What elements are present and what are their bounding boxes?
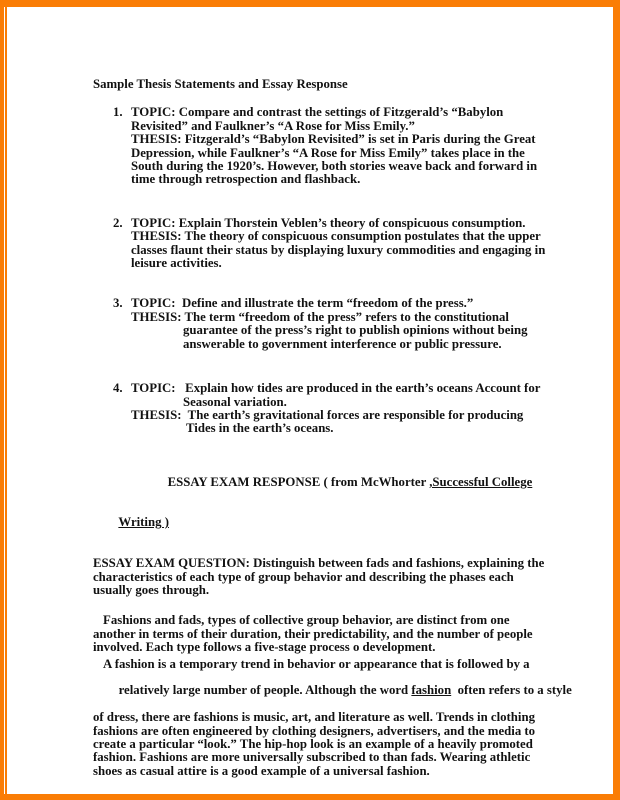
heading-underlined-text: Writing ) <box>118 515 169 530</box>
fashion-definition-paragraph <box>93 658 615 779</box>
text-segment: relatively large number of people. Although the word <box>118 683 412 698</box>
text-line: TOPIC: Explain how tides are produced in the earth’s oceans Account for <box>131 381 541 396</box>
text-line: TOPIC: Compare and contrast the settings of Fitzgerald’s “Babylon <box>131 105 504 120</box>
text-line: fashion. Fashions are more universally subscribed to than fads. Wearing athletic <box>93 750 531 765</box>
page-border-left <box>0 0 4 800</box>
text-line: THESIS: The earth’s gravitational forces are responsible for producing <box>131 407 524 422</box>
text-line: THESIS: Fitzgerald’s “Babylon Revisited” is set in Paris during the Great <box>131 132 536 147</box>
list-number: 2. <box>113 215 123 230</box>
text-line: classes flaunt their status by displaying luxury commodities and engaging in <box>131 242 546 257</box>
page-border-left-inner-line <box>5 7 7 794</box>
text-line: South during the 1920’s. However, both stories weave back and forward in <box>131 159 538 174</box>
page-border-bottom <box>0 794 620 800</box>
text-line: Revisited” and Faulkner’s “A Rose for Miss Emily.” <box>131 118 415 133</box>
list-number: 4. <box>113 381 123 396</box>
text-line: Fashions and fads, types of collective group behavior, are distinct from one <box>103 613 510 628</box>
heading-underlined-text: ,Successful College <box>429 475 533 490</box>
text-line: Depression, while Faulkner’s “A Rose for Miss Emily” takes place in the <box>131 145 525 160</box>
fads-and-fashions-paragraph <box>93 614 615 654</box>
page-border-top <box>0 0 620 7</box>
text-line: Tides in the earth’s oceans. <box>183 421 334 436</box>
text-line: THESIS: The theory of conspicuous consumption postulates that the upper <box>131 229 541 244</box>
essay-exam-question-paragraph <box>93 557 615 597</box>
list-number: 3. <box>113 296 123 311</box>
text-line: ESSAY EXAM QUESTION: Distinguish between fads and fashions, explaining the <box>93 556 545 571</box>
text-line: another in terms of their duration, their predictability, and the number of people <box>93 626 533 641</box>
underlined-word-fashion: fashion <box>411 683 452 698</box>
text-line: shoes as casual attire is a good example of a universal fashion. <box>93 763 430 778</box>
list-item-4 <box>93 382 615 436</box>
text-line: create a particular “look.” The hip-hop look is an example of a heavily promoted <box>93 737 533 752</box>
text-line: Seasonal variation. <box>183 394 287 409</box>
text-line: guarantee of the press’s right to publish opinions without being <box>183 323 528 338</box>
document-title: Sample Thesis Statements and Essay Response <box>93 77 348 91</box>
text-line: A fashion is a temporary trend in behavior or appearance that is followed by a <box>103 656 530 671</box>
text-line: characteristics of each type of group behavior and describing the phases each <box>93 569 514 584</box>
list-item-1 <box>93 106 615 186</box>
text-line: time through retrospection and flashback. <box>131 172 361 187</box>
text-segment: often refers to a style <box>451 683 572 698</box>
section-heading-essay-exam-response <box>93 463 615 543</box>
text-line: involved. Each type follows a five-stage process o development. <box>93 640 436 655</box>
list-number: 1. <box>113 105 123 120</box>
document-content <box>93 78 615 778</box>
text-line: leisure activities. <box>131 256 222 271</box>
text-line: usually goes through. <box>93 582 210 597</box>
text-line: TOPIC: Define and illustrate the term “freedom of the press.” <box>131 296 474 311</box>
text-line: THESIS: The term “freedom of the press” refers to the constitutional <box>131 309 509 324</box>
text-line: fashions are often engineered by clothing designers, advertisers, and the media to <box>93 723 536 738</box>
list-item-2 <box>93 217 615 271</box>
heading-text: ESSAY EXAM RESPONSE ( from McWhorter <box>167 475 430 490</box>
list-item-3 <box>93 297 615 351</box>
text-line: TOPIC: Explain Thorstein Veblen’s theory of conspicuous consumption. <box>131 215 526 230</box>
text-line: answerable to government interference or public pressure. <box>183 336 502 351</box>
text-line: of dress, there are fashions is music, art, and literature as well. Trends in clothing <box>93 710 535 725</box>
